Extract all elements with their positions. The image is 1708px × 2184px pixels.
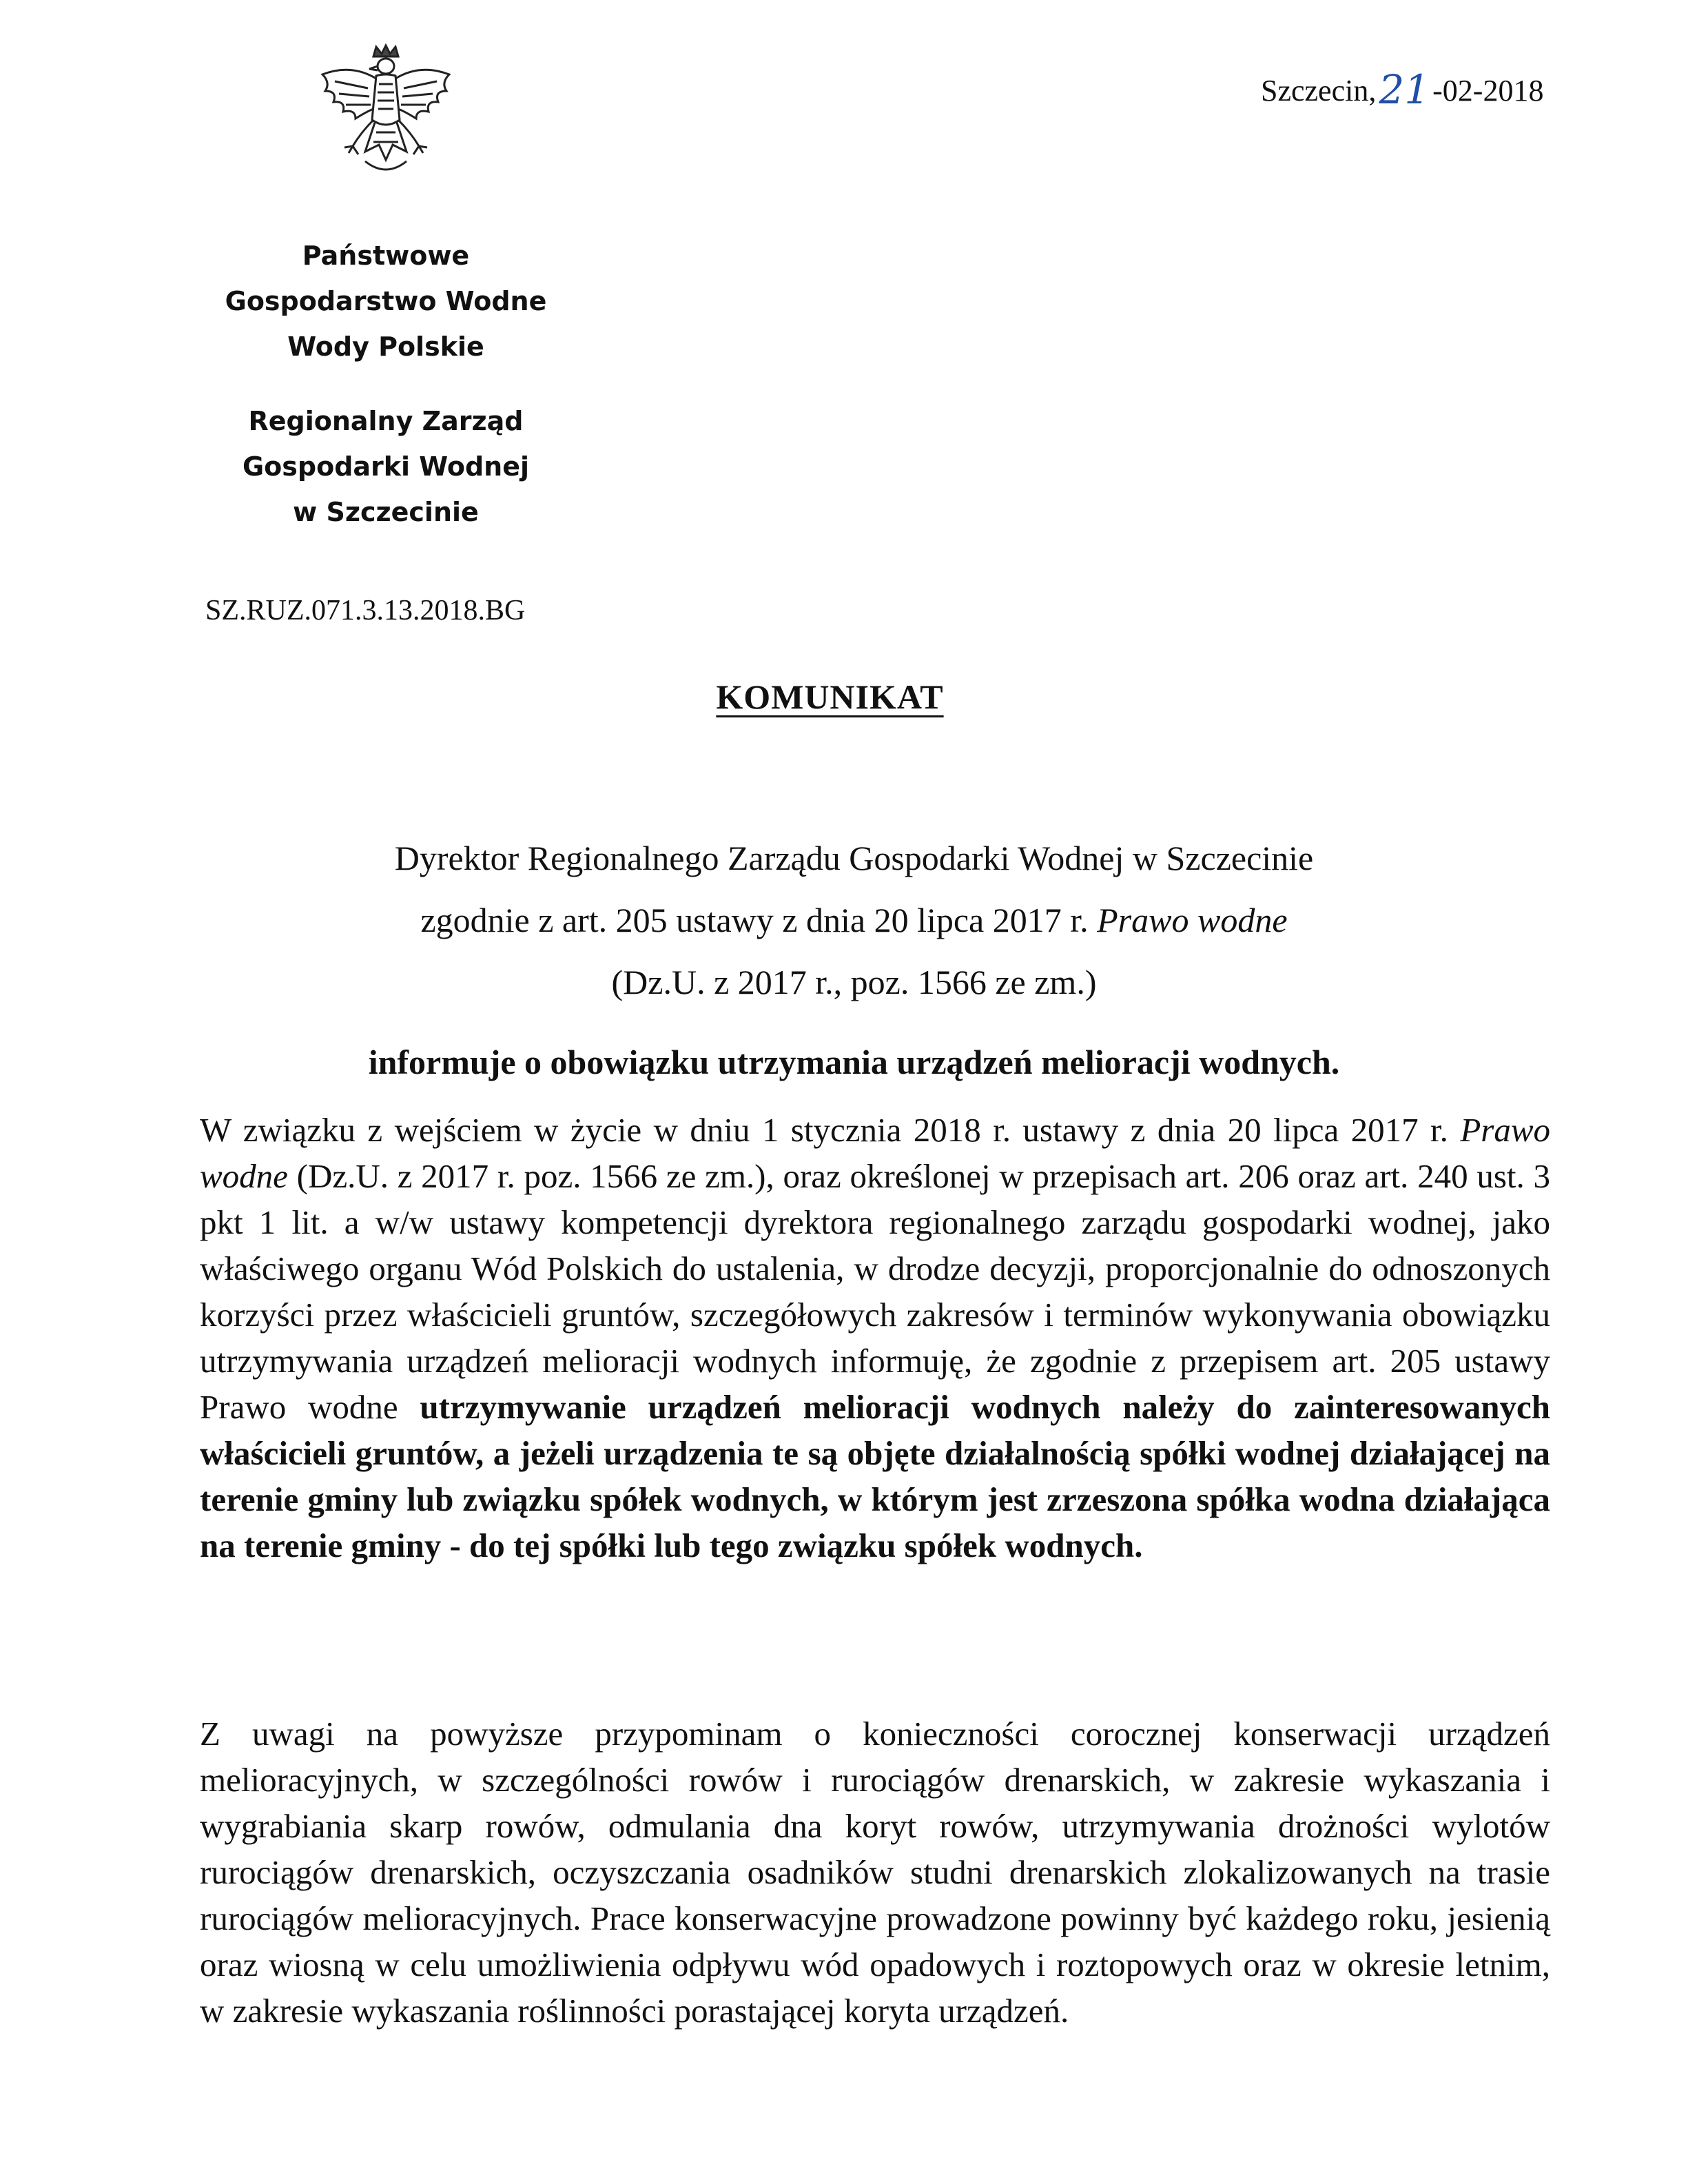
org-line: Wody Polskie [287,331,484,362]
handwritten-date-day: 21 [1379,66,1430,113]
date-suffix: -02-2018 [1432,74,1544,108]
document-date [1261,63,1544,113]
organization-name [207,233,565,369]
org-line: w Szczecinie [293,497,479,527]
polish-eagle-emblem [310,43,462,187]
title-text: KOMUNIKAT [716,677,944,716]
reference-number: SZ.RUZ.071.3.13.2018.BG [205,595,526,626]
lead-statement: informuje o obowiązku utrzymania urządzeń melioracji wodnych. [368,1043,1340,1081]
org-line: Gospodarstwo Wodne [225,286,547,316]
org-line: Gospodarki Wodnej [242,451,530,482]
paragraph-1 [200,1107,1550,1569]
paragraph-1-law-name: Prawo wodne [200,1111,1550,1195]
intro-line-2 [0,889,1708,951]
date-prefix: Szczecin, [1261,74,1377,108]
org-line: Regionalny Zarząd [248,406,524,436]
organization-unit [207,398,565,535]
intro-line-1: Dyrektor Regionalnego Zarządu Gospodarki Wodnej w Szczecinie [394,839,1314,877]
paragraph-1-text-cont: (Dz.U. z 2017 r. poz. 1566 ze zm.), oraz określonej w przepisach art. 206 oraz art. 240 ust. 3 pkt 1 lit. a w/w ustawy kompetencji dyrektora regionalnego zarządu gospodarki wodnej, jako właściwego organu Wód Polskich do ustalenia, w drodze decyzji, proporcjonalnie do odnoszonych korzyści przez właścicieli gruntów, szczegółowych zakresów i terminów wykonywania obowiązku utrzymywania urządzeń melioracji wodnych informuję, że zgodnie z przepisem art. 205 ustawy Prawo wodne [200,1157,1550,1426]
paragraph-1-bold-text: utrzymywanie urządzeń melioracji wodnych należy do zainteresowanych właścicieli gruntów, a jeżeli urządzenia te są objęte działalnością spółki wodnej działającej na terenie gminy lub związku spółek wodnych, w którym jest zrzeszona spółka wodna działająca na terenie gminy - do tej spółki lub tego związku spółek wodnych. [200,1388,1550,1564]
intro-law-name: Prawo wodne [1097,901,1288,939]
paragraph-1-text: W związku z wejściem w życie w dniu 1 stycznia 2018 r. ustawy z dnia 20 lipca 2017 r. [200,1111,1461,1149]
paragraph-2: Z uwagi na powyższe przypominam o konieczności corocznej konserwacji urządzeń melioracyjnych, w szczególności rowów i rurociągów drenarskich, w zakresie wykaszania i wygrabiania skarp rowów, odmulania dna koryt rowów, utrzymywania drożności wylotów rurociągów drenarskich, oczyszczania osadników studni drenarskich zlokalizowanych na trasie rurociągów melioracyjnych. Prace konserwacyjne prowadzone powinny być każdego roku, jesienią oraz wiosną w celu umożliwienia odpływu wód opadowych i roztopowych oraz w okresie letnim, w zakresie wykaszania roślinności porastającej koryta urządzeń. [200,1715,1550,2030]
intro-line-2-text: zgodnie z art. 205 ustawy z dnia 20 lipca 2017 r. [420,901,1098,939]
document-title [0,677,1708,717]
intro-block [0,827,1708,1013]
intro-line-3: (Dz.U. z 2017 r., poz. 1566 ze zm.) [611,963,1097,1001]
org-line: Państwowe [302,241,470,271]
